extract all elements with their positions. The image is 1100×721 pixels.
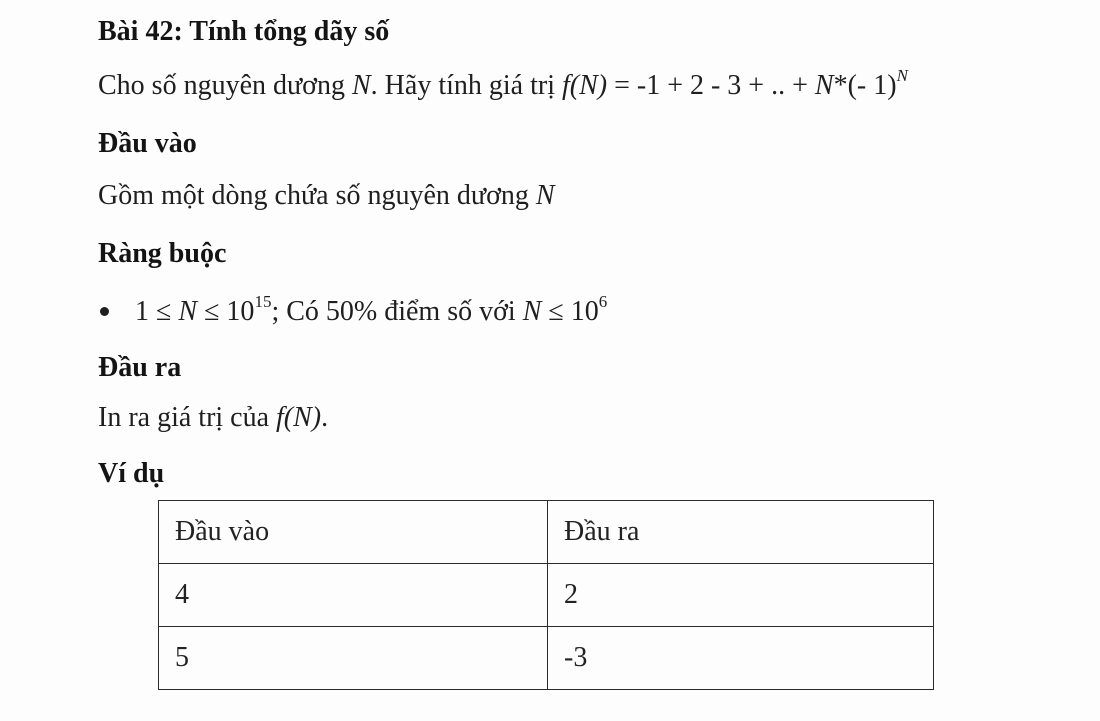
statement-var-n: N: [351, 70, 371, 101]
problem-statement: [98, 66, 908, 102]
statement-middle: . Hãy tính giá trị: [370, 70, 562, 101]
constraint-var2: N: [522, 296, 542, 327]
output-description: [98, 402, 328, 434]
problem-title: Bài 42: Tính tổng dãy số: [98, 16, 390, 47]
statement-formula-n: N: [814, 70, 834, 101]
statement-func: f(N): [561, 70, 608, 101]
statement-formula-tail: *(- 1): [833, 70, 897, 101]
example-heading: Ví dụ: [98, 458, 165, 489]
statement-formula: = -1 + 2 - 3 + .. +: [607, 70, 815, 101]
table-header-row: [159, 501, 934, 564]
constraint-item: [98, 292, 608, 328]
constraint-part3: ; Có 50% điểm số với: [271, 296, 523, 327]
output-desc-func: f(N): [276, 402, 322, 433]
input-desc-var: N: [535, 180, 555, 211]
table-header-input: Đầu vào: [159, 501, 548, 564]
input-desc-prefix: Gồm một dòng chứa số nguyên dương: [98, 180, 536, 211]
table-row: [159, 564, 934, 627]
constraint-part2: ≤ 10: [197, 296, 255, 327]
constraints-heading: Ràng buộc: [98, 238, 227, 269]
input-description: [98, 180, 555, 212]
constraint-var1: N: [178, 296, 198, 327]
example-table: [158, 500, 934, 690]
constraint-exp1: 15: [254, 292, 272, 311]
output-desc-prefix: In ra giá trị của: [98, 402, 277, 433]
table-header-output: Đầu ra: [548, 501, 934, 564]
output-desc-suffix: .: [321, 402, 329, 433]
constraint-exp2: 6: [598, 292, 608, 311]
statement-formula-exponent: N: [896, 66, 908, 85]
constraint-part4: ≤ 10: [541, 296, 599, 327]
input-heading: Đầu vào: [98, 128, 197, 159]
output-heading: Đầu ra: [98, 352, 182, 383]
statement-prefix: Cho số nguyên dương: [98, 70, 352, 101]
table-cell-output: 2: [548, 564, 934, 627]
table-cell-output: -3: [548, 627, 934, 690]
constraint-part1: 1 ≤: [135, 296, 179, 327]
table-row: [159, 627, 934, 690]
table-cell-input: 5: [159, 627, 548, 690]
table-cell-input: 4: [159, 564, 548, 627]
bullet-icon: [100, 307, 109, 316]
